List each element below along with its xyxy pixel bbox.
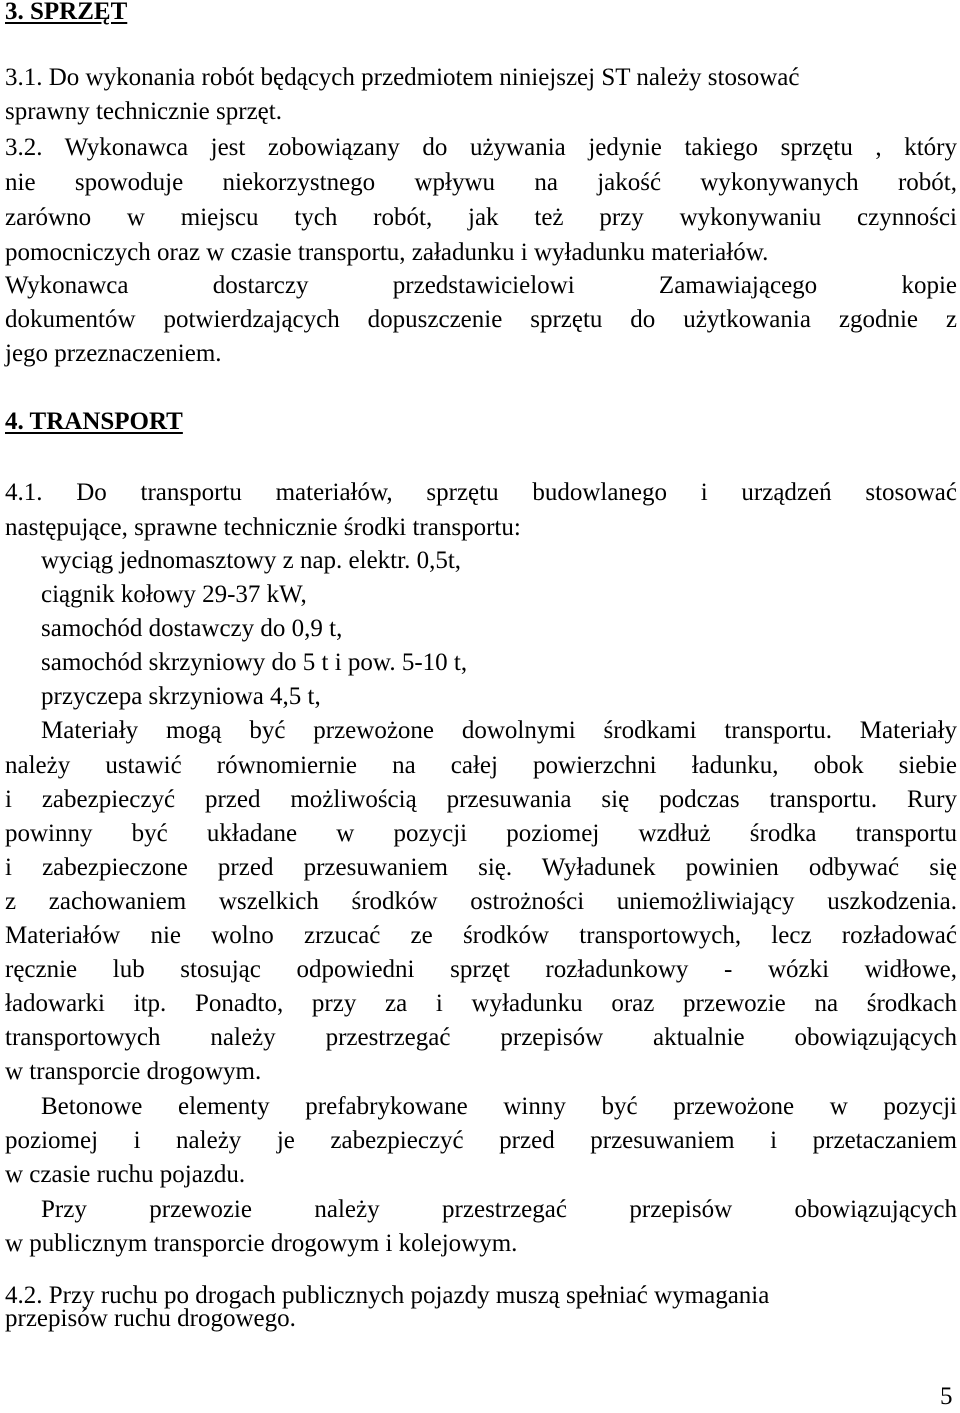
- materials-paragraph-line: i zabezpieczyć przed możliwością przesuwania się podczas transportu. Rury: [5, 786, 957, 813]
- materials-paragraph-line: z zachowaniem wszelkich środków ostrożności uniemożliwiający uszkodzenia.: [5, 888, 957, 915]
- equipment-list-item: wyciąg jednomasztowy z nap. elektr. 0,5t,: [41, 547, 462, 574]
- concrete-paragraph-line: w czasie ruchu pojazdu.: [5, 1161, 246, 1188]
- materials-paragraph-line: w transporcie drogowym.: [5, 1058, 262, 1085]
- concrete-paragraph-line: poziomej i należy je zabezpieczyć przed przesuwaniem i przetaczaniem: [5, 1127, 957, 1154]
- materials-paragraph-line: ręcznie lub stosując odpowiedni sprzęt rozładunkowy - wózki widłowe,: [5, 956, 957, 983]
- public-transport-paragraph-line: w publicznym transporcie drogowym i kolejowym.: [5, 1230, 518, 1257]
- paragraph-4-2-line: 4.2. Przy ruchu po drogach publicznych pojazdy muszą spełniać wymagania: [5, 1282, 770, 1309]
- paragraph-3-2-line: 3.2. Wykonawca jest zobowiązany do używania jedynie takiego sprzętu , który: [5, 134, 957, 161]
- paragraph-3-2-line: pomocniczych oraz w czasie transportu, załadunku i wyładunku materiałów.: [5, 239, 769, 266]
- paragraph-3-1-line: 3.1. Do wykonania robót będących przedmiotem niniejszej ST należy stosować: [5, 64, 800, 91]
- paragraph-3-2-line: dokumentów potwierdzających dopuszczenie sprzętu do użytkowania zgodnie z: [5, 306, 957, 333]
- page-number: 5: [940, 1383, 953, 1410]
- materials-paragraph-line: Materiałów nie wolno zrzucać ze środków transportowych, lecz rozładować: [5, 922, 957, 949]
- equipment-list-item: przyczepa skrzyniowa 4,5 t,: [41, 683, 321, 710]
- public-transport-paragraph-line: Przy przewozie należy przestrzegać przepisów obowiązujących: [41, 1196, 957, 1223]
- paragraph-4-2-line: przepisów ruchu drogowego.: [5, 1305, 296, 1332]
- paragraph-4-1-line: 4.1. Do transportu materiałów, sprzętu budowlanego i urządzeń stosować: [5, 479, 957, 506]
- paragraph-3-1-line: sprawny technicznie sprzęt.: [5, 98, 282, 125]
- materials-paragraph-line: ładowarki itp. Ponadto, przy za i wyładunku oraz przewozie na środkach: [5, 990, 957, 1017]
- materials-paragraph-line: powinny być układane w pozycji poziomej wzdłuż środka transportu: [5, 820, 957, 847]
- paragraph-4-1-line: następujące, sprawne technicznie środki transportu:: [5, 514, 521, 541]
- concrete-paragraph-line: Betonowe elementy prefabrykowane winny być przewożone w pozycji: [41, 1093, 957, 1120]
- section-3-heading: 3. SPRZĘT: [5, 0, 128, 25]
- equipment-list-item: samochód skrzyniowy do 5 t i pow. 5-10 t,: [41, 649, 468, 676]
- paragraph-3-2-line: Wykonawca dostarczy przedstawicielowi Zamawiającego kopie: [5, 272, 957, 299]
- materials-paragraph-line: Materiały mogą być przewożone dowolnymi środkami transportu. Materiały: [41, 717, 957, 744]
- materials-paragraph-line: transportowych należy przestrzegać przepisów aktualnie obowiązujących: [5, 1024, 957, 1051]
- paragraph-3-2-line: jego przeznaczeniem.: [5, 340, 222, 367]
- section-4-heading: 4. TRANSPORT: [5, 408, 183, 435]
- equipment-list-item: samochód dostawczy do 0,9 t,: [41, 615, 343, 642]
- materials-paragraph-line: należy ustawić równomiernie na całej powierzchni ładunku, obok siebie: [5, 752, 957, 779]
- equipment-list-item: ciągnik kołowy 29-37 kW,: [41, 581, 307, 608]
- paragraph-3-2-line: nie spowoduje niekorzystnego wpływu na jakość wykonywanych robót,: [5, 169, 957, 196]
- materials-paragraph-line: i zabezpieczone przed przesuwaniem się. Wyładunek powinien odbywać się: [5, 854, 957, 881]
- paragraph-3-2-line: zarówno w miejscu tych robót, jak też przy wykonywaniu czynności: [5, 204, 957, 231]
